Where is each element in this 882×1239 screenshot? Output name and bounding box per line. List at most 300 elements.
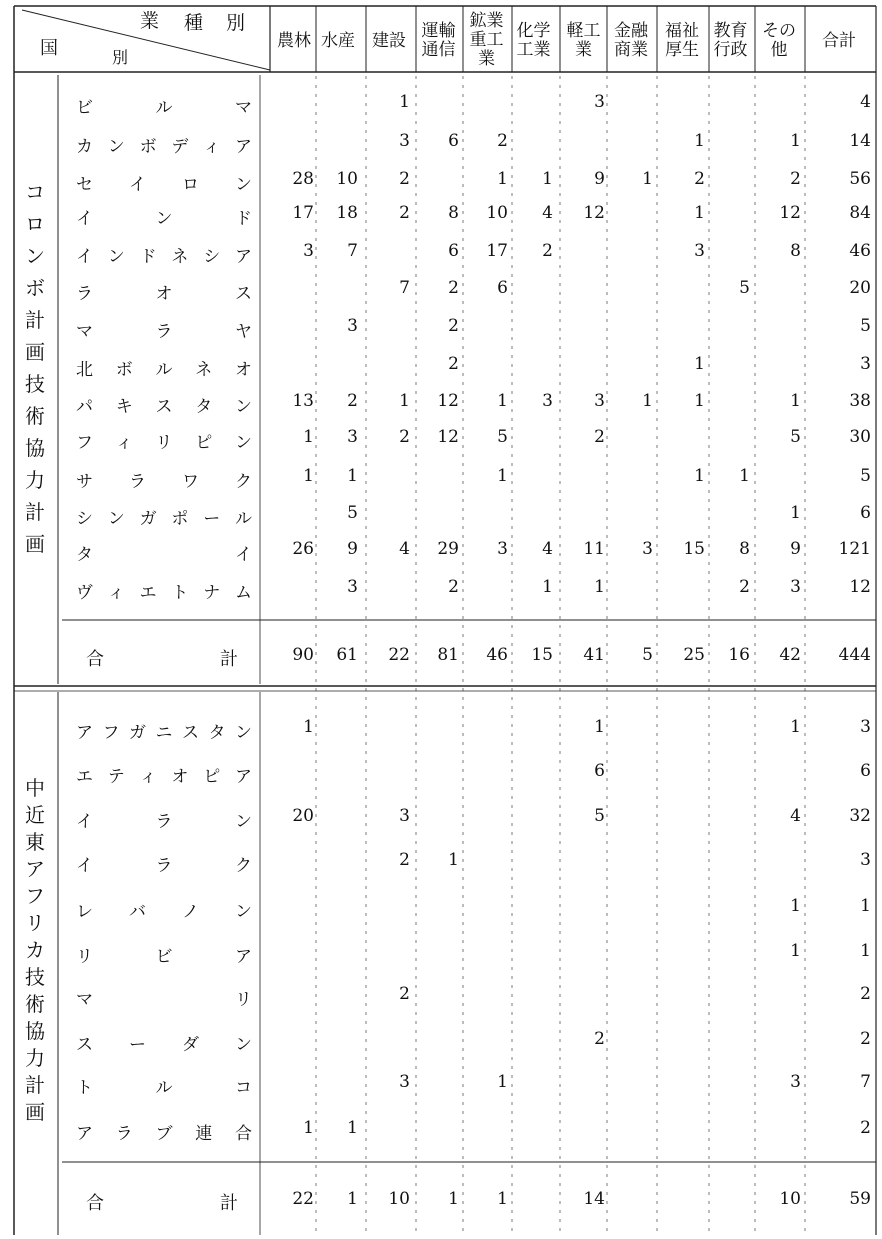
section-label-char: 画 [25,1100,45,1124]
section-label-char: 中 [25,776,45,800]
country-name-char: サ [76,472,93,492]
value-cell: 4 [542,203,553,223]
country-name-char: ア [234,247,252,267]
column-header-agri [272,32,316,51]
value-cell: 29 [437,539,459,559]
column-total-cell: 1 [497,1189,508,1209]
section-label-char: 計 [25,500,45,524]
country-name-char: ダ [182,1035,199,1055]
row-total-cell: 2 [860,1118,871,1138]
column-header-line: 水産 [321,31,355,51]
column-header-line: 運輸 [421,21,456,41]
country-name-char: ン [235,433,252,453]
value-cell: 10 [486,203,508,223]
country-name-char: ラ [129,472,146,492]
country-name-char: イ [76,812,93,832]
column-header-welf [657,22,707,60]
country-name-char: ス [155,397,173,417]
country-name-char: コ [235,1078,252,1098]
value-cell: 1 [642,169,653,189]
section-1-total-label [86,645,238,671]
row-total-cell: 12 [849,577,871,597]
value-cell: 3 [399,131,410,151]
country-name-char: タ [76,545,93,565]
country-name-char: ス [235,284,252,304]
section-label-char: ン [25,244,45,268]
row-total-cell: 20 [849,278,871,298]
country-name-char: シ [76,509,93,529]
row-total-cell: 3 [860,850,871,870]
row-total-cell: 6 [860,503,871,523]
section-label-char: ロ [25,212,45,236]
country-name-char: ビ [76,98,93,118]
section-label-char: 術 [25,992,45,1016]
column-header-line: 建設 [372,31,406,51]
country-name [76,1030,252,1055]
column-total-cell: 42 [779,645,801,665]
value-cell: 6 [594,761,605,781]
column-total-cell: 22 [388,645,410,665]
country-name-char: ワ [182,472,199,492]
country-name-char: ン [235,1035,252,1055]
country-name-char: ス [76,1035,93,1055]
row-total-cell: 1 [860,941,871,961]
row-total-cell: 5 [860,316,871,336]
value-cell: 1 [347,466,358,486]
value-cell: 10 [336,169,358,189]
value-cell: 2 [448,577,459,597]
country-name-char: ン [107,509,125,529]
value-cell: 1 [497,466,508,486]
country-name-char: ポ [171,509,189,529]
column-header-other [755,22,803,60]
country-name [76,204,252,229]
country-name-char: ア [235,947,252,967]
row-total-cell: 2 [860,984,871,1004]
section-label-char: 力 [25,1046,45,1070]
value-cell: 2 [448,316,459,336]
country-name-char: オ [235,360,252,380]
section-label-char: 協 [25,436,45,460]
country-name-char: キ [115,397,133,417]
value-cell: 8 [790,241,801,261]
country-name-char: ン [155,209,173,229]
value-cell: 1 [694,466,705,486]
column-header-line: 厚生 [665,40,699,60]
column-header-line: 軽工 [566,21,601,41]
value-cell: 1 [542,169,553,189]
value-cell: 1 [303,1118,314,1138]
country-name-char: イ [235,545,252,565]
column-total-cell: 10 [388,1189,410,1209]
country-name [76,132,252,157]
country-name-char: ー [129,1035,146,1055]
column-header-line: 鉱業 [469,11,504,31]
value-cell: 1 [497,1072,508,1092]
section-label-char: 力 [25,468,45,492]
row-total-cell: 56 [849,169,871,189]
country-name-char: マ [76,322,93,342]
country-name-char: ラ [155,856,173,876]
value-cell: 3 [347,577,358,597]
value-cell: 2 [790,169,801,189]
country-name-char: ラ [155,322,173,342]
country-name-char: タ [208,723,226,743]
value-cell: 17 [292,203,314,223]
value-cell: 1 [303,427,314,447]
section-label-char: 計 [25,308,45,332]
column-total-cell: 15 [531,645,553,665]
country-name-char: リ [155,433,173,453]
country-name-char: ピ [203,767,221,787]
country-name [76,718,252,743]
country-name [76,170,252,195]
column-total-cell: 90 [292,645,314,665]
country-name-char: ア [76,723,93,743]
country-name-char: ガ [139,509,157,529]
country-name-char: ル [155,1078,173,1098]
country-name-char: パ [76,397,93,417]
country-name-char: レ [76,902,93,922]
country-name-char: イ [76,856,93,876]
column-header-line: 他 [770,40,788,60]
grand-total-cell: 59 [849,1189,871,1209]
section-label-char: 協 [25,1019,45,1043]
value-cell: 12 [437,427,459,447]
country-name [76,942,252,967]
section-label-char: リ [25,911,45,935]
value-cell: 5 [497,427,508,447]
value-cell: 9 [790,539,801,559]
column-header-fin [607,22,655,60]
value-cell: 11 [583,539,605,559]
section-label-char: 近 [25,803,45,827]
country-name-char: ナ [203,583,221,603]
value-cell: 2 [399,984,410,1004]
column-header-line: 商業 [614,40,648,60]
country-name [76,93,252,118]
country-name-char: ヴ [76,583,93,603]
value-cell: 2 [399,427,410,447]
value-cell: 7 [399,278,410,298]
value-cell: 5 [347,503,358,523]
country-name-char: ー [203,509,221,529]
country-name-char: ン [235,397,252,417]
column-total-cell: 46 [486,645,508,665]
row-total-cell: 3 [860,354,871,374]
country-name-char: ピ [195,433,213,453]
row-total-cell: 14 [849,131,871,151]
section-2-total-label [86,1189,238,1215]
section-label-char: 技 [25,965,45,989]
section-label-char: ア [25,857,45,881]
value-cell: 1 [497,169,508,189]
country-name-char: フ [76,433,93,453]
country-name-char: ル [155,98,173,118]
value-cell: 2 [542,241,553,261]
column-total-cell: 22 [292,1189,314,1209]
value-cell: 3 [642,539,653,559]
value-cell: 12 [437,391,459,411]
section-label-char: 計 [25,1073,45,1097]
value-cell: 3 [497,539,508,559]
country-name-char: 合 [235,1124,252,1144]
value-cell: 6 [497,278,508,298]
section-label-char: カ [25,938,45,962]
country-name [76,897,252,922]
column-total-cell: 41 [583,645,605,665]
country-name-char: ド [235,209,252,229]
total-label-char: 合 [86,649,104,670]
value-cell: 8 [739,539,750,559]
country-name-char: イ [76,209,93,229]
total-label-char: 計 [220,649,238,670]
country-name-char: ド [139,247,157,267]
value-cell: 3 [347,316,358,336]
country-name-char: ネ [171,247,189,267]
corner-industry-label: 別 [226,12,246,34]
row-total-cell: 6 [860,761,871,781]
value-cell: 9 [347,539,358,559]
value-cell: 13 [292,391,314,411]
value-cell: 20 [292,806,314,826]
column-header-line: 業 [575,40,592,60]
country-name-char: マ [235,98,252,118]
country-name [76,762,252,787]
country-name-char: ラ [76,284,93,304]
value-cell: 12 [583,203,605,223]
row-total-cell: 1 [860,896,871,916]
country-name-char: ィ [115,433,133,453]
value-cell: 1 [790,503,801,523]
country-name [76,578,252,603]
value-cell: 2 [399,203,410,223]
column-header-mine [463,12,510,69]
country-name-char: オ [171,767,189,787]
row-total-cell: 84 [849,203,871,223]
country-name-char: エ [139,583,157,603]
value-cell: 17 [486,241,508,261]
country-name [76,540,252,565]
value-cell: 2 [497,131,508,151]
country-name [76,242,252,267]
value-cell: 6 [448,131,459,151]
value-cell: 3 [594,391,605,411]
country-name [76,807,252,832]
value-cell: 3 [542,391,553,411]
corner-industry-label: 業 [140,10,160,32]
row-total-cell: 46 [849,241,871,261]
value-cell: 1 [303,466,314,486]
column-total-cell: 16 [728,645,750,665]
value-cell: 28 [292,169,314,189]
column-header-line: 福祉 [665,21,699,41]
value-cell: 1 [642,391,653,411]
country-name-char: ガ [129,723,146,743]
column-header-line: 金融 [614,21,648,41]
country-name-char: ロ [182,175,199,195]
column-total-cell: 5 [642,645,653,665]
value-cell: 15 [683,539,705,559]
column-total-cell: 1 [347,1189,358,1209]
country-name-char: ラ [155,812,173,832]
column-header-line: 重工 [469,30,504,50]
corner-country-label: 国 [40,38,58,59]
section-1-vertical-label [22,182,48,554]
value-cell: 2 [594,427,605,447]
value-cell: 2 [594,1029,605,1049]
country-name-char: ア [76,1124,93,1144]
value-cell: 3 [790,577,801,597]
total-label-char: 計 [220,1193,238,1214]
value-cell: 26 [292,539,314,559]
row-total-cell: 7 [860,1072,871,1092]
section-label-char: 術 [25,404,45,428]
row-total-cell: 38 [849,391,871,411]
column-header-line: 通信 [421,40,456,60]
value-cell: 2 [694,169,705,189]
value-cell: 3 [790,1072,801,1092]
section-label-char: 東 [25,830,45,854]
country-name-char: セ [76,175,93,195]
country-name-char: ト [171,583,189,603]
country-name-char: ノ [182,902,199,922]
column-total-cell: 25 [683,645,705,665]
country-name-char: ブ [155,1124,173,1144]
section-label-char: 画 [25,340,45,364]
value-cell: 1 [790,896,801,916]
value-cell: 1 [497,391,508,411]
column-header-line: 農林 [277,31,311,51]
country-name-char: ラ [115,1124,133,1144]
country-name [76,985,252,1010]
country-name-char: ビ [155,947,173,967]
grand-total-cell: 444 [838,645,871,665]
value-cell: 3 [347,427,358,447]
value-cell: 4 [399,539,410,559]
column-header-edu [709,22,752,60]
value-cell: 1 [694,391,705,411]
value-cell: 4 [542,539,553,559]
country-name-char: ル [234,509,252,529]
value-cell: 1 [399,92,410,112]
country-name-char: ン [235,902,252,922]
column-header-line: 化学 [516,21,551,41]
column-header-line: 教育 [713,21,748,41]
country-name [76,317,252,342]
column-total-cell: 14 [583,1189,605,1209]
country-name [76,1119,252,1144]
country-name-char: ク [235,472,252,492]
value-cell: 1 [347,1118,358,1138]
country-name-char: フ [102,723,120,743]
country-name-char: オ [155,284,173,304]
country-name-char: ン [107,137,125,157]
country-name-char: ン [235,723,252,743]
country-name-char: エ [76,767,93,787]
country-name-char: マ [76,990,93,1010]
country-name-char: ル [155,360,173,380]
country-name-char: ン [235,175,252,195]
country-name [76,467,252,492]
country-name-char: イ [76,247,93,267]
value-cell: 3 [594,92,605,112]
corner-industry-label: 種 [184,12,204,34]
column-header-light [560,22,607,60]
country-name-char: ヤ [235,322,252,342]
country-name-char: シ [203,247,221,267]
column-total-cell: 81 [437,645,459,665]
value-cell: 7 [347,241,358,261]
country-name-char: リ [235,990,252,1010]
value-cell: 1 [790,717,801,737]
row-total-cell: 121 [838,539,871,559]
value-cell: 6 [448,241,459,261]
country-name-char: デ [171,137,189,157]
country-name-char: ン [235,812,252,832]
value-cell: 8 [448,203,459,223]
country-name-char: ム [234,583,252,603]
country-name-char: テ [107,767,125,787]
country-name [76,504,252,529]
value-cell: 1 [790,131,801,151]
value-cell: 1 [594,717,605,737]
section-label-char: 技 [25,372,45,396]
value-cell: 12 [779,203,801,223]
value-cell: 3 [303,241,314,261]
column-total-cell: 61 [336,645,358,665]
value-cell: 1 [594,577,605,597]
value-cell: 2 [448,278,459,298]
country-name-char: カ [76,137,93,157]
column-header-trans [416,22,461,60]
column-header-total [805,32,873,51]
country-name [76,1073,252,1098]
column-header-line: 工業 [516,40,551,60]
column-header-chem [512,22,555,60]
row-total-cell: 5 [860,466,871,486]
value-cell: 9 [594,169,605,189]
value-cell: 2 [739,577,750,597]
value-cell: 1 [790,941,801,961]
country-name-char: リ [76,947,93,967]
country-name-char: ア [234,767,252,787]
value-cell: 1 [694,131,705,151]
column-header-line: 合計 [822,31,856,51]
section-label-char: コ [25,180,45,204]
value-cell: 3 [694,241,705,261]
section-label-char: 画 [25,532,45,556]
row-total-cell: 2 [860,1029,871,1049]
column-header-line: 行政 [713,40,748,60]
value-cell: 4 [790,806,801,826]
value-cell: 2 [448,354,459,374]
value-cell: 1 [739,466,750,486]
value-cell: 1 [694,354,705,374]
value-cell: 3 [399,806,410,826]
country-name-char: バ [129,902,146,922]
column-header-line: その [762,21,796,41]
country-name-char: ア [234,137,252,157]
country-name [76,279,252,304]
country-name-char: ト [76,1078,93,1098]
value-cell: 5 [739,278,750,298]
country-name [76,392,252,417]
value-cell: 1 [399,391,410,411]
country-name-char: タ [195,397,213,417]
country-name-char: 連 [195,1124,213,1144]
column-total-cell: 1 [448,1189,459,1209]
